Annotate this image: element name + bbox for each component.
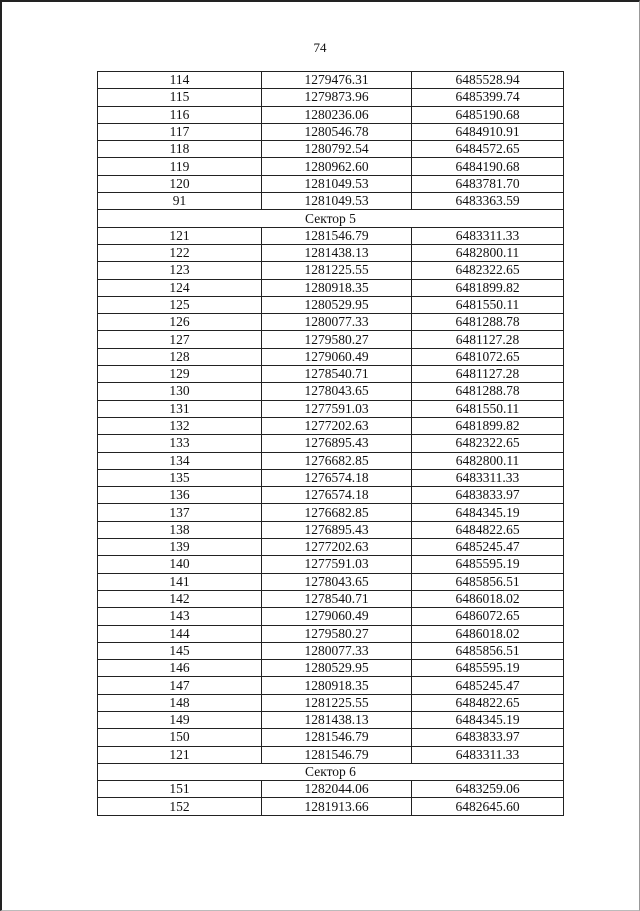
table-row <box>98 193 564 210</box>
y-coordinate-cell: 6481127.28 <box>412 331 564 348</box>
y-coordinate-cell: 6481899.82 <box>412 417 564 434</box>
point-number-cell: 151 <box>98 781 262 798</box>
table-row <box>98 417 564 434</box>
table-row <box>98 694 564 711</box>
y-coordinate-cell: 6483781.70 <box>412 175 564 192</box>
y-coordinate-cell: 6485399.74 <box>412 89 564 106</box>
x-coordinate-cell: 1280077.33 <box>262 314 412 331</box>
table-row <box>98 296 564 313</box>
table-row <box>98 521 564 538</box>
point-number-cell: 122 <box>98 244 262 261</box>
x-coordinate-cell: 1281546.79 <box>262 729 412 746</box>
x-coordinate-cell: 1277591.03 <box>262 556 412 573</box>
x-coordinate-cell: 1278540.71 <box>262 590 412 607</box>
table-row <box>98 746 564 763</box>
table-row <box>98 660 564 677</box>
coordinates-table <box>97 71 564 816</box>
x-coordinate-cell: 1280529.95 <box>262 296 412 313</box>
x-coordinate-cell: 1279580.27 <box>262 625 412 642</box>
table-row <box>98 642 564 659</box>
x-coordinate-cell: 1281225.55 <box>262 262 412 279</box>
x-coordinate-cell: 1281546.79 <box>262 746 412 763</box>
y-coordinate-cell: 6481550.11 <box>412 296 564 313</box>
x-coordinate-cell: 1279060.49 <box>262 348 412 365</box>
y-coordinate-cell: 6482322.65 <box>412 435 564 452</box>
point-number-cell: 121 <box>98 746 262 763</box>
y-coordinate-cell: 6482800.11 <box>412 244 564 261</box>
x-coordinate-cell: 1276895.43 <box>262 435 412 452</box>
x-coordinate-cell: 1276574.18 <box>262 487 412 504</box>
table-row <box>98 781 564 798</box>
y-coordinate-cell: 6485245.47 <box>412 677 564 694</box>
y-coordinate-cell: 6484190.68 <box>412 158 564 175</box>
x-coordinate-cell: 1282044.06 <box>262 781 412 798</box>
y-coordinate-cell: 6486018.02 <box>412 590 564 607</box>
point-number-cell: 138 <box>98 521 262 538</box>
table-row <box>98 141 564 158</box>
table-row <box>98 227 564 244</box>
x-coordinate-cell: 1280529.95 <box>262 660 412 677</box>
y-coordinate-cell: 6486018.02 <box>412 625 564 642</box>
table-row <box>98 244 564 261</box>
sector-label: Сектор 6 <box>98 763 564 780</box>
point-number-cell: 129 <box>98 366 262 383</box>
point-number-cell: 123 <box>98 262 262 279</box>
table-row <box>98 556 564 573</box>
x-coordinate-cell: 1281438.13 <box>262 244 412 261</box>
y-coordinate-cell: 6484822.65 <box>412 694 564 711</box>
table-row <box>98 175 564 192</box>
point-number-cell: 150 <box>98 729 262 746</box>
table-row <box>98 435 564 452</box>
x-coordinate-cell: 1281225.55 <box>262 694 412 711</box>
table-row <box>98 348 564 365</box>
x-coordinate-cell: 1281049.53 <box>262 193 412 210</box>
table-row <box>98 123 564 140</box>
y-coordinate-cell: 6483311.33 <box>412 469 564 486</box>
y-coordinate-cell: 6484910.91 <box>412 123 564 140</box>
y-coordinate-cell: 6481127.28 <box>412 366 564 383</box>
point-number-cell: 149 <box>98 711 262 728</box>
table-row <box>98 279 564 296</box>
y-coordinate-cell: 6484572.65 <box>412 141 564 158</box>
table-row <box>98 798 564 815</box>
x-coordinate-cell: 1280918.35 <box>262 677 412 694</box>
x-coordinate-cell: 1278043.65 <box>262 383 412 400</box>
x-coordinate-cell: 1276682.85 <box>262 504 412 521</box>
table-row <box>98 158 564 175</box>
point-number-cell: 133 <box>98 435 262 452</box>
y-coordinate-cell: 6481899.82 <box>412 279 564 296</box>
table-row <box>98 608 564 625</box>
point-number-cell: 144 <box>98 625 262 642</box>
point-number-cell: 130 <box>98 383 262 400</box>
x-coordinate-cell: 1279060.49 <box>262 608 412 625</box>
y-coordinate-cell: 6485856.51 <box>412 573 564 590</box>
point-number-cell: 132 <box>98 417 262 434</box>
x-coordinate-cell: 1281049.53 <box>262 175 412 192</box>
y-coordinate-cell: 6483259.06 <box>412 781 564 798</box>
point-number-cell: 128 <box>98 348 262 365</box>
point-number-cell: 134 <box>98 452 262 469</box>
point-number-cell: 146 <box>98 660 262 677</box>
x-coordinate-cell: 1281546.79 <box>262 227 412 244</box>
point-number-cell: 131 <box>98 400 262 417</box>
y-coordinate-cell: 6482645.60 <box>412 798 564 815</box>
point-number-cell: 143 <box>98 608 262 625</box>
x-coordinate-cell: 1280792.54 <box>262 141 412 158</box>
x-coordinate-cell: 1276895.43 <box>262 521 412 538</box>
y-coordinate-cell: 6484345.19 <box>412 711 564 728</box>
x-coordinate-cell: 1281438.13 <box>262 711 412 728</box>
x-coordinate-cell: 1280546.78 <box>262 123 412 140</box>
y-coordinate-cell: 6482322.65 <box>412 262 564 279</box>
x-coordinate-cell: 1277591.03 <box>262 400 412 417</box>
point-number-cell: 120 <box>98 175 262 192</box>
table-row <box>98 487 564 504</box>
y-coordinate-cell: 6481550.11 <box>412 400 564 417</box>
table-row <box>98 590 564 607</box>
y-coordinate-cell: 6481288.78 <box>412 383 564 400</box>
point-number-cell: 117 <box>98 123 262 140</box>
table-row <box>98 625 564 642</box>
point-number-cell: 127 <box>98 331 262 348</box>
y-coordinate-cell: 6485190.68 <box>412 106 564 123</box>
table-row <box>98 677 564 694</box>
point-number-cell: 136 <box>98 487 262 504</box>
x-coordinate-cell: 1279580.27 <box>262 331 412 348</box>
table-row <box>98 106 564 123</box>
y-coordinate-cell: 6483833.97 <box>412 729 564 746</box>
point-number-cell: 119 <box>98 158 262 175</box>
point-number-cell: 135 <box>98 469 262 486</box>
point-number-cell: 137 <box>98 504 262 521</box>
point-number-cell: 116 <box>98 106 262 123</box>
y-coordinate-cell: 6485856.51 <box>412 642 564 659</box>
table-row <box>98 573 564 590</box>
y-coordinate-cell: 6485528.94 <box>412 72 564 89</box>
point-number-cell: 152 <box>98 798 262 815</box>
x-coordinate-cell: 1276574.18 <box>262 469 412 486</box>
y-coordinate-cell: 6483833.97 <box>412 487 564 504</box>
table-row <box>98 314 564 331</box>
point-number-cell: 124 <box>98 279 262 296</box>
point-number-cell: 118 <box>98 141 262 158</box>
point-number-cell: 140 <box>98 556 262 573</box>
x-coordinate-cell: 1278540.71 <box>262 366 412 383</box>
x-coordinate-cell: 1279873.96 <box>262 89 412 106</box>
x-coordinate-cell: 1280918.35 <box>262 279 412 296</box>
table-row <box>98 469 564 486</box>
table-row <box>98 383 564 400</box>
y-coordinate-cell: 6482800.11 <box>412 452 564 469</box>
table-row <box>98 452 564 469</box>
x-coordinate-cell: 1277202.63 <box>262 417 412 434</box>
y-coordinate-cell: 6485245.47 <box>412 539 564 556</box>
table-row <box>98 400 564 417</box>
coordinates-table-body <box>98 72 564 816</box>
x-coordinate-cell: 1276682.85 <box>262 452 412 469</box>
x-coordinate-cell: 1277202.63 <box>262 539 412 556</box>
point-number-cell: 141 <box>98 573 262 590</box>
x-coordinate-cell: 1278043.65 <box>262 573 412 590</box>
table-row <box>98 729 564 746</box>
y-coordinate-cell: 6484822.65 <box>412 521 564 538</box>
y-coordinate-cell: 6486072.65 <box>412 608 564 625</box>
x-coordinate-cell: 1280962.60 <box>262 158 412 175</box>
point-number-cell: 115 <box>98 89 262 106</box>
x-coordinate-cell: 1280077.33 <box>262 642 412 659</box>
point-number-cell: 139 <box>98 539 262 556</box>
point-number-cell: 91 <box>98 193 262 210</box>
sector-header-row <box>98 210 564 227</box>
table-row <box>98 539 564 556</box>
table-row <box>98 504 564 521</box>
y-coordinate-cell: 6485595.19 <box>412 660 564 677</box>
x-coordinate-cell: 1281913.66 <box>262 798 412 815</box>
table-row <box>98 72 564 89</box>
point-number-cell: 114 <box>98 72 262 89</box>
y-coordinate-cell: 6485595.19 <box>412 556 564 573</box>
point-number-cell: 148 <box>98 694 262 711</box>
sector-header-row <box>98 763 564 780</box>
point-number-cell: 147 <box>98 677 262 694</box>
sector-label: Сектор 5 <box>98 210 564 227</box>
y-coordinate-cell: 6483363.59 <box>412 193 564 210</box>
table-row <box>98 366 564 383</box>
point-number-cell: 145 <box>98 642 262 659</box>
table-row <box>98 262 564 279</box>
y-coordinate-cell: 6481072.65 <box>412 348 564 365</box>
table-row <box>98 89 564 106</box>
point-number-cell: 142 <box>98 590 262 607</box>
y-coordinate-cell: 6483311.33 <box>412 227 564 244</box>
table-row <box>98 331 564 348</box>
point-number-cell: 125 <box>98 296 262 313</box>
point-number-cell: 121 <box>98 227 262 244</box>
y-coordinate-cell: 6481288.78 <box>412 314 564 331</box>
y-coordinate-cell: 6484345.19 <box>412 504 564 521</box>
x-coordinate-cell: 1280236.06 <box>262 106 412 123</box>
y-coordinate-cell: 6483311.33 <box>412 746 564 763</box>
point-number-cell: 126 <box>98 314 262 331</box>
page-number: 74 <box>313 40 327 55</box>
x-coordinate-cell: 1279476.31 <box>262 72 412 89</box>
table-row <box>98 711 564 728</box>
